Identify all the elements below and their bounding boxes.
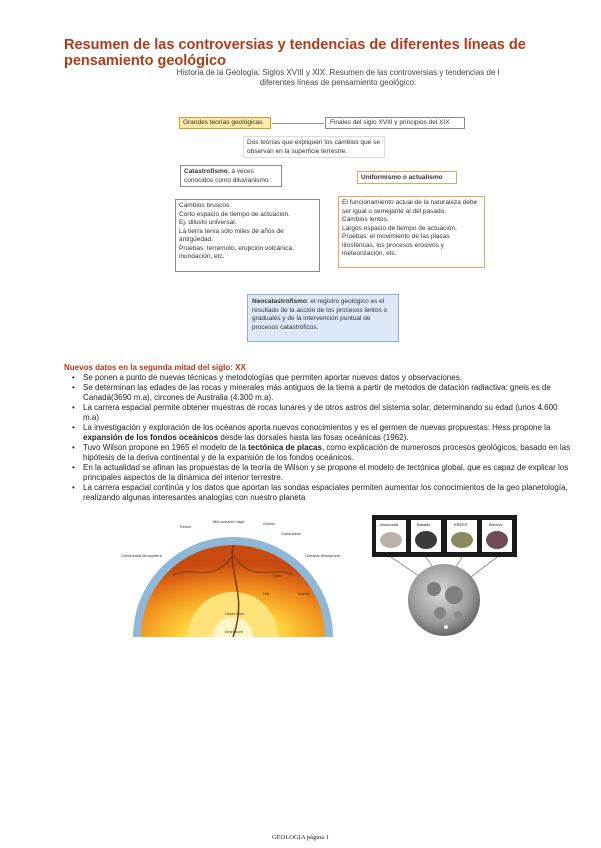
label-subduction: Subduction <box>281 531 302 536</box>
bullet-text-post: desde las dorsales hasta las fosas oceánicas (1962). <box>218 433 409 442</box>
label-outer-core: Outer core <box>225 611 244 616</box>
list-item <box>72 383 572 403</box>
list-item <box>72 373 572 383</box>
catastrofismo-details-box <box>175 199 320 272</box>
neocatastrofismo-title: Neocatastrofismo <box>252 298 307 305</box>
uniformismo-text: Uniformismo o actualismo <box>361 174 443 181</box>
finales-siglo-box <box>325 117 465 129</box>
label-ocean: Ocean <box>263 521 275 526</box>
page-footer: GEOLOGIA página 1 <box>271 834 330 841</box>
uni-detail-4: Pruebas: el movimiento de las placas litosféricas, los procesos erosivos y meteorización, etc. <box>342 233 450 257</box>
arrow-grandes-finales <box>272 123 324 124</box>
finales-siglo-text: Finales del siglo XVIII y principios del XIX <box>330 119 450 126</box>
bullet-text: En la actualidad se afinan las propuestas de la teoría de Wilson y se propone el modelo de tectónica global, que es capaz de explicar los principales aspectos de la dinámica del interior terrestre. <box>83 463 569 482</box>
list-item <box>72 463 572 483</box>
bullet-text: Tuvo Wilson propone en 1965 el modelo de la <box>83 443 249 452</box>
sample-label-1: Anortosita <box>380 522 399 527</box>
cat-detail-1: Cambios bruscos. <box>179 202 232 209</box>
cat-detail-3: Ej. diluvio universal. <box>179 219 237 226</box>
bullet-text: Se determinan las edades de las rocas y minerales más antiguos de la tierra a partir de metodos de datación radiactiva: gneis es de Canadá(3690 m.a), circones de Australia (4.300 m.a). <box>83 383 551 402</box>
uni-detail-1: El funcionamiento actual de la naturaleza debe ser igual o semejante al del pasado. <box>342 199 478 215</box>
list-item <box>72 443 572 463</box>
caption-line-2: diferentes líneas de pensamiento geológico. <box>259 78 417 87</box>
cat-detail-5: Pruebas: terremoto, erupción volcánica, inundación, etc. <box>179 244 294 260</box>
catastrofismo-title: Catastrofismo <box>184 168 228 175</box>
uniformismo-details-box <box>338 196 485 268</box>
moon-samples-image <box>372 515 517 637</box>
caption-line-1: Historia de la Geología: Siglos XVIII y XIX. Resumen de las controversias y tendencias de l <box>176 68 500 77</box>
uni-detail-3: Largos espacio de tiempo de actuación. <box>342 224 457 232</box>
grandes-teorias-text: Grandes teorías geológicas <box>183 119 263 126</box>
section-heading: Nuevos datos en la segunda mitad del siglo: XX <box>64 363 246 372</box>
grandes-teorias-box <box>179 117 271 129</box>
list-item <box>72 483 572 503</box>
label-oceanic: Oceanic lithosphere <box>305 553 341 558</box>
label-inner-core: Inner core <box>225 629 244 634</box>
label-mid-ridge: Mid-oceanic ridge <box>213 519 245 524</box>
earth-cross-section-image <box>113 515 353 637</box>
bullet-text: Se ponen a punto de nuevas técnicas y metodologías que permiten aportar nuevos datos y observaciones. <box>83 373 462 382</box>
label-hot: Hot <box>263 591 270 596</box>
sample-label-3: KREEP <box>454 522 468 527</box>
neocatastrofismo-rest: : el registro geológico es el resultado de la acción de los procesos lentos o graduales y de la intervención puntual de procesos catastróficos. <box>252 298 388 331</box>
neocatastrofismo-box <box>247 294 399 342</box>
label-trench: Trench <box>179 524 192 529</box>
dos-teorias-box <box>243 136 385 158</box>
uniformismo-box <box>357 171 457 184</box>
bullet-list <box>72 373 572 503</box>
label-mantle: Mantle <box>298 591 311 596</box>
bullet-text-post: , como explicación de numerosos procesos geológicos, basado en las hipótesis de la deriva continental y de la expansión de los fondos oceánicos. <box>83 443 571 462</box>
bullet-text: La carrera espacial permite obtener muestras de rocas lunares y de otros astros del sistema solar, determinando su edad (unos 4.600 m.a) <box>83 403 558 422</box>
sample-label-2: Basalto <box>417 522 431 527</box>
bullet-bold: tectónica de placas <box>248 443 322 452</box>
list-item <box>72 403 572 423</box>
bullet-text: La carrera espacial continúa y los datos que aportan las sondas espaciales permiten aumentar los conocimientos de la geo planetología, realizando algunas interesantes analogías con nuestro planeta <box>83 483 568 502</box>
cat-detail-2: Corto espacio de tiempo de actuación. <box>179 210 290 218</box>
catastrofismo-box <box>180 165 282 187</box>
cat-detail-4: La tierra tenía sólo miles de años de antigüedad. <box>179 227 284 243</box>
diagram-caption <box>168 68 508 88</box>
list-item <box>72 423 572 443</box>
dos-teorias-text: Dos teorías que expliquen los cambios que se observan en la superficie terrestre. <box>247 139 380 155</box>
bullet-text: La investigación y exploración de los océanos aporta nuevos conocimientos y es el germen de nuevas propuestas: Hess propone la <box>83 423 551 432</box>
catastrofismo-rest: , a veces conocidos como diluvianismo <box>184 168 269 184</box>
bullet-bold: expansión de los fondos oceánicos <box>83 433 219 442</box>
sample-label-4: Brecha <box>489 522 502 527</box>
label-cold: Cold <box>273 573 282 578</box>
uni-detail-2: Cambios lentos. <box>342 216 389 223</box>
label-continental: Continental lithosphere <box>121 553 162 558</box>
page-title: Resumen de las controversias y tendencias de diferentes líneas de pensamiento geológico <box>64 37 526 69</box>
